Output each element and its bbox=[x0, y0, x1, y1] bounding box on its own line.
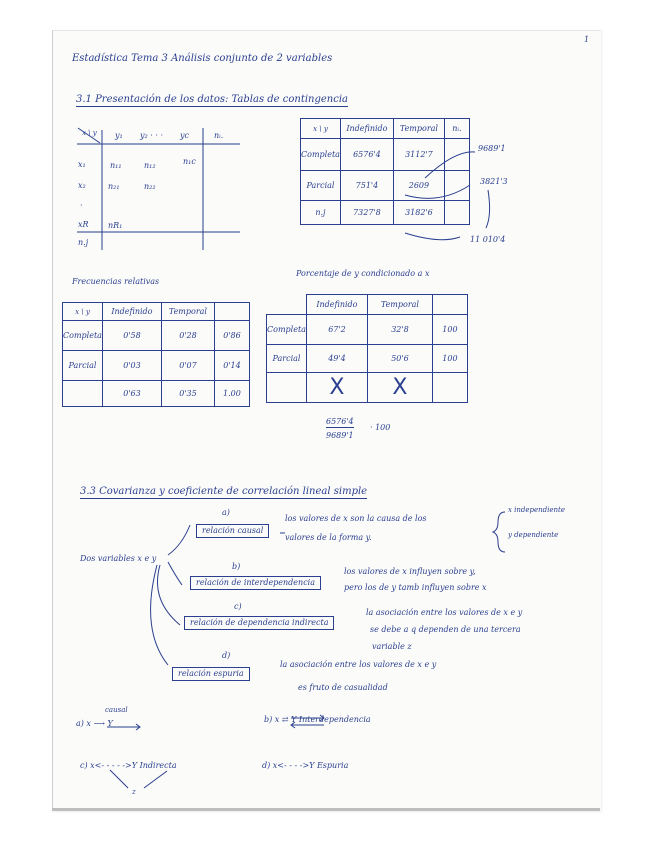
pct-cross-mark: X bbox=[306, 373, 367, 403]
cont-annotation-grand-total: 11 010'4 bbox=[470, 235, 506, 244]
pct-cell-empty bbox=[432, 373, 467, 403]
diagram-interdependence: b) x ⇄ Y Interdependencia bbox=[264, 715, 371, 724]
freq-row-completa: Completa bbox=[63, 321, 103, 351]
contingency-table bbox=[300, 118, 470, 225]
relation-interdependence-box: relación de interdependencia bbox=[190, 576, 321, 590]
gen-cell-nR1: nR₁ bbox=[108, 221, 123, 230]
gen-cell-n1c: n₁c bbox=[183, 157, 196, 166]
gen-row-nj: n.j bbox=[78, 238, 89, 247]
freq-col-indefinido: Indefinido bbox=[102, 303, 161, 321]
section-3-1-title: 3.1 Presentación de los datos: Tablas de contingencia bbox=[76, 94, 348, 105]
freq-col-total bbox=[214, 303, 249, 321]
brace-independent: x independiente bbox=[508, 506, 566, 514]
gen-col-y1: y₁ bbox=[115, 131, 123, 140]
freq-cell: 0'28 bbox=[161, 321, 214, 351]
cont-cell: 3182'6 bbox=[393, 201, 444, 225]
cont-annotation-total-completa: 9689'1 bbox=[478, 144, 506, 153]
gen-cell-n21: n₂₁ bbox=[108, 182, 120, 191]
cont-cell: 7327'8 bbox=[340, 201, 393, 225]
cont-annotation-total-parcial: 3821'3 bbox=[480, 177, 508, 186]
cont-cell: 3112'7 bbox=[393, 139, 444, 171]
diagram-indirect: c) x<- - - - ->Y Indirecta bbox=[80, 761, 177, 770]
pct-col-indefinido: Indefinido bbox=[306, 295, 367, 315]
item-c-letter: c) bbox=[234, 602, 242, 611]
relation-interdependence-desc-1: los valores de x influyen sobre y, bbox=[344, 567, 476, 576]
section-3-3-title: 3.3 Covarianza y coeficiente de correlación lineal simple bbox=[80, 486, 368, 497]
gen-col-ni: nᵢ. bbox=[214, 131, 224, 140]
brace-dependent: y dependiente bbox=[508, 531, 559, 539]
freq-cell: 0'86 bbox=[214, 321, 249, 351]
gen-row-xR: xR bbox=[78, 220, 89, 229]
gen-row-x1: x₁ bbox=[78, 160, 86, 169]
item-b-letter: b) bbox=[232, 562, 241, 571]
diagram-causal: a) x ⟶ Y bbox=[76, 719, 113, 728]
cont-cell-empty bbox=[444, 201, 469, 225]
cont-cell: 751'4 bbox=[340, 171, 393, 201]
freq-cell: 0'03 bbox=[102, 351, 161, 381]
diagram-indirect-z: z bbox=[132, 788, 136, 796]
freq-cell: 0'58 bbox=[102, 321, 161, 351]
relative-frequency-table bbox=[62, 302, 250, 407]
gen-row-x2: x₂ bbox=[78, 181, 86, 190]
gen-cell-n22: n₂₂ bbox=[144, 182, 156, 191]
pct-fraction-denominator: 9689'1 bbox=[326, 431, 354, 440]
pct-cell: 100 bbox=[432, 345, 467, 373]
freq-cell: 0'35 bbox=[161, 381, 214, 407]
pct-cell: 50'6 bbox=[367, 345, 432, 373]
pct-cell: 67'2 bbox=[306, 315, 367, 345]
freq-corner: x \ y bbox=[63, 303, 103, 321]
freq-row-total bbox=[63, 381, 103, 407]
relation-indirect-box: relación de dependencia indirecta bbox=[184, 616, 334, 630]
cont-col-temporal: Temporal bbox=[393, 119, 444, 139]
relation-indirect-desc-1: la asociación entre los valores de x e y bbox=[366, 608, 523, 617]
cont-cell: 6576'4 bbox=[340, 139, 393, 171]
gen-cell-n11: n₁₁ bbox=[110, 161, 122, 170]
cont-cell-empty bbox=[444, 171, 469, 201]
pct-corner bbox=[267, 295, 307, 315]
pct-row-empty bbox=[267, 373, 307, 403]
gen-table-corner: x \ y bbox=[82, 129, 97, 137]
freq-cell: 1.00 bbox=[214, 381, 249, 407]
page-number: 1 bbox=[584, 35, 590, 44]
item-d-letter: d) bbox=[222, 651, 231, 660]
pct-fraction-numerator: 6576'4 bbox=[326, 417, 354, 426]
gen-col-yc: yc bbox=[180, 131, 189, 140]
gen-cell-n12: n₁₂ bbox=[144, 161, 156, 170]
relation-spurious-box: relación espuria bbox=[172, 667, 250, 681]
cont-row-nj: n.j bbox=[301, 201, 341, 225]
pct-cell: 49'4 bbox=[306, 345, 367, 373]
relation-causal-desc-2: valores de la forma y. bbox=[285, 533, 372, 542]
two-variables-label: Dos variables x e y bbox=[80, 554, 157, 563]
cont-col-indefinido: Indefinido bbox=[340, 119, 393, 139]
conditional-percentage-table bbox=[266, 294, 468, 403]
pct-cell: 32'8 bbox=[367, 315, 432, 345]
pct-col-total bbox=[432, 295, 467, 315]
diagram-a-label: causal bbox=[105, 706, 128, 714]
relation-causal-box: relación causal bbox=[196, 524, 269, 538]
gen-row-dots: · bbox=[80, 201, 83, 210]
pct-title: Porcentaje de y condicionado a x bbox=[296, 269, 430, 278]
relation-spurious-desc-2: es fruto de casualidad bbox=[298, 683, 388, 692]
cont-corner: x \ y bbox=[301, 119, 341, 139]
cont-cell-empty bbox=[444, 139, 469, 171]
freq-row-parcial: Parcial bbox=[63, 351, 103, 381]
relation-indirect-desc-2: se debe a q dependen de una tercera bbox=[370, 625, 521, 634]
gen-col-y2: y₂ · · · bbox=[140, 131, 163, 140]
cont-col-ni: nᵢ. bbox=[444, 119, 469, 139]
pct-col-temporal: Temporal bbox=[367, 295, 432, 315]
freq-cell: 0'07 bbox=[161, 351, 214, 381]
pct-cross-mark: X bbox=[367, 373, 432, 403]
pct-fraction-multiplier: · 100 bbox=[370, 423, 391, 432]
freq-cell: 0'14 bbox=[214, 351, 249, 381]
pct-cell: 100 bbox=[432, 315, 467, 345]
diagram-spurious: d) x<- - - ->Y Espuria bbox=[262, 761, 349, 770]
freq-title: Frecuencias relativas bbox=[72, 277, 160, 286]
page-header: Estadística Tema 3 Análisis conjunto de 2 variables bbox=[72, 53, 333, 64]
relation-interdependence-desc-2: pero los de y tamb influyen sobre x bbox=[344, 583, 487, 592]
pct-row-parcial: Parcial bbox=[267, 345, 307, 373]
cont-row-completa: Completa bbox=[301, 139, 341, 171]
item-a-letter: a) bbox=[222, 508, 230, 517]
cont-row-parcial: Parcial bbox=[301, 171, 341, 201]
freq-col-temporal: Temporal bbox=[161, 303, 214, 321]
pct-row-completa: Completa bbox=[267, 315, 307, 345]
relation-indirect-desc-3: variable z bbox=[372, 642, 412, 651]
relation-spurious-desc-1: la asociación entre los valores de x e y bbox=[280, 660, 437, 669]
cont-cell: 2609 bbox=[393, 171, 444, 201]
freq-cell: 0'63 bbox=[102, 381, 161, 407]
relation-causal-desc-1: los valores de x son la causa de los bbox=[285, 514, 427, 523]
